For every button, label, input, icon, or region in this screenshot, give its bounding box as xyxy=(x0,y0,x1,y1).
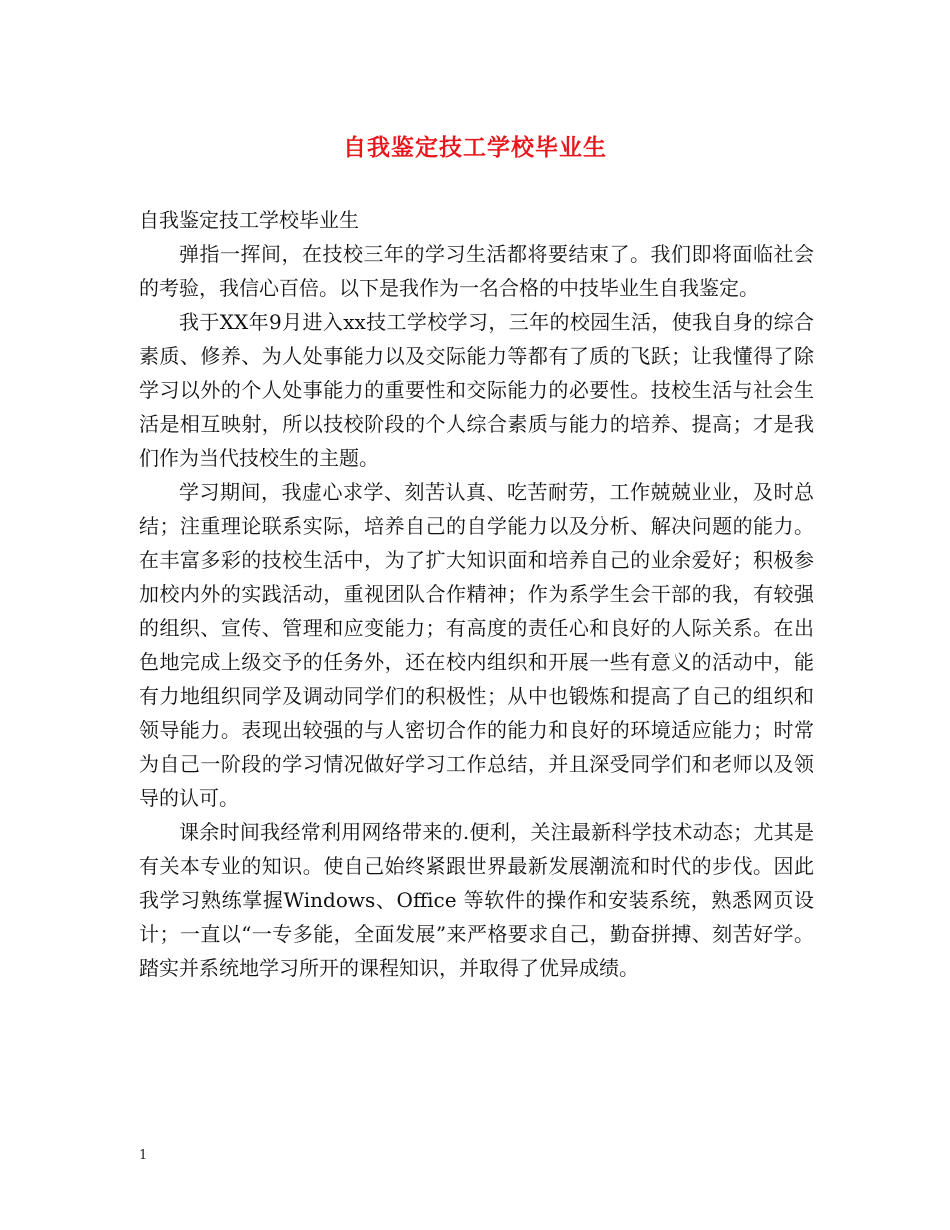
page-number: 1 xyxy=(139,1148,148,1163)
paragraph: 弹指一挥间，在技校三年的学习生活都将要结束了。我们即将面临社会的考验，我信心百倍。以下是我作为一名合格的中技毕业生自我鉴定。 xyxy=(139,242,814,300)
paragraph: 我于XX年9月进入xx技工学校学习，三年的校园生活，使我自身的综合素质、修养、为人处事能力以及交际能力等都有了质的飞跃；让我懂得了除学习以外的个人处事能力的重要性和交际能力的必要性。技校生活与社会生活是相互映射，所以技校阶段的个人综合素质与能力的培养、提高；才是我们作为当代技校生的主题。 xyxy=(139,310,814,470)
paragraph: 学习期间，我虚心求学、刻苦认真、吃苦耐劳，工作兢兢业业，及时总结；注重理论联系实际，培养自己的自学能力以及分析、解决问题的能力。在丰富多彩的技校生活中，为了扩大知识面和培养自己的业余爱好；积极参加校内外的实践活动，重视团队合作精神；作为系学生会干部的我，有较强的组织、宣传、管理和应变能力；有高度的责任心和良好的人际关系。在出色地完成上级交予的任务外，还在校内组织和开展一些有意义的活动中，能有力地组织同学及调动同学们的积极性；从中也锻炼和提高了自己的组织和领导能力。表现出较强的与人密切合作的能力和良好的环境适应能力；时常为自己一阶段的学习情况做好学习工作总结，并且深受同学们和老师以及领导的认可。 xyxy=(139,480,814,810)
document-subtitle: 自我鉴定技工学校毕业生 xyxy=(139,208,359,232)
document-body xyxy=(139,203,814,985)
paragraph: 课余时间我经常利用网络带来的.便利，关注最新科学技术动态；尤其是有关本专业的知识。使自己始终紧跟世界最新发展潮流和时代的步伐。因此我学习熟练掌握Windows、Office 等软件的操作和安装系统，熟悉网页设计；一直以“一专多能，全面发展”来严格要求自己，勤奋拼搏、刻苦好学。踏实并系统地学习所开的课程知识，并取得了优异成绩。 xyxy=(139,820,814,980)
document-title: 自我鉴定技工学校毕业生 xyxy=(343,134,607,161)
